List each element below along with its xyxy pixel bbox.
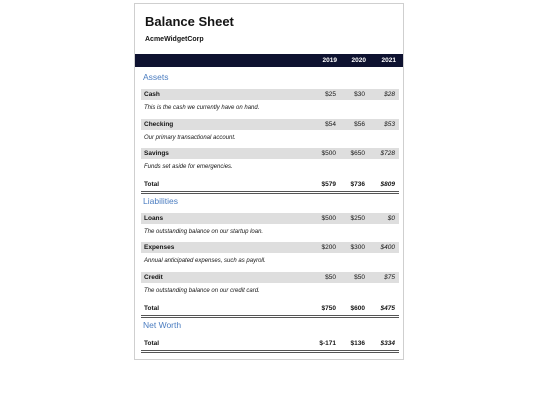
row-label: Savings: [144, 150, 169, 157]
row-label: Cash: [144, 91, 160, 98]
value-2019: $750: [321, 305, 336, 312]
value-2020: $136: [350, 340, 365, 347]
value-2019: $50: [325, 274, 336, 281]
value-2019: $200: [321, 244, 336, 251]
balance-sheet-document: [134, 3, 404, 360]
company-name: AcmeWidgetCorp: [145, 36, 204, 43]
row-liabilities-total: [141, 303, 399, 314]
total-divider: [141, 191, 399, 194]
row-label: Loans: [144, 215, 164, 222]
value-2019: $579: [321, 181, 336, 188]
value-2020: $56: [354, 121, 365, 128]
row-label: Total: [144, 305, 160, 312]
value-2021: $53: [384, 121, 395, 128]
row-cash: [141, 89, 399, 100]
section-heading-assets: Assets: [143, 72, 169, 82]
year-2020: 2020: [351, 57, 366, 64]
row-checking: [141, 119, 399, 130]
value-2020: $30: [354, 91, 365, 98]
total-divider: [141, 315, 399, 318]
row-label: Expenses: [144, 244, 175, 251]
value-2019: $-171: [319, 340, 336, 347]
row-assets-total: [141, 179, 399, 190]
value-2021: $400: [380, 244, 395, 251]
value-2020: $300: [350, 244, 365, 251]
value-2019: $54: [325, 121, 336, 128]
total-divider: [141, 350, 399, 353]
value-2019: $500: [321, 215, 336, 222]
value-2021: $0: [387, 215, 395, 222]
value-2020: $736: [350, 181, 365, 188]
year-2021: 2021: [381, 57, 396, 64]
row-label: Total: [144, 181, 160, 188]
value-2021: $75: [384, 274, 395, 281]
row-description: Our primary transactional account.: [144, 135, 236, 141]
value-2019: $25: [325, 91, 336, 98]
value-2019: $500: [321, 150, 336, 157]
row-loans: [141, 213, 399, 224]
value-2020: $600: [350, 305, 365, 312]
row-net-worth-total: [141, 338, 399, 349]
year-2019: 2019: [322, 57, 337, 64]
row-credit: [141, 272, 399, 283]
row-description: Annual anticipated expenses, such as payroll.: [144, 258, 266, 264]
sheet-title: Balance Sheet: [145, 14, 234, 29]
row-description: The outstanding balance on our credit card.: [144, 288, 260, 294]
row-description: This is the cash we currently have on hand.: [144, 105, 260, 111]
row-label: Total: [144, 340, 160, 347]
value-2021: $334: [380, 340, 395, 347]
value-2021: $809: [380, 181, 395, 188]
value-2021: $728: [380, 150, 395, 157]
value-2020: $50: [354, 274, 365, 281]
value-2021: $28: [384, 91, 395, 98]
value-2020: $250: [350, 215, 365, 222]
value-2021: $475: [380, 305, 395, 312]
row-description: Funds set aside for emergencies.: [144, 164, 233, 170]
row-description: The outstanding balance on our startup loan.: [144, 229, 264, 235]
row-label: Credit: [144, 274, 163, 281]
year-header-bar: [135, 54, 403, 67]
value-2020: $650: [350, 150, 365, 157]
section-heading-net-worth: Net Worth: [143, 320, 182, 330]
row-label: Checking: [144, 121, 174, 128]
row-savings: [141, 148, 399, 159]
section-heading-liabilities: Liabilities: [143, 196, 178, 206]
row-expenses: [141, 242, 399, 253]
